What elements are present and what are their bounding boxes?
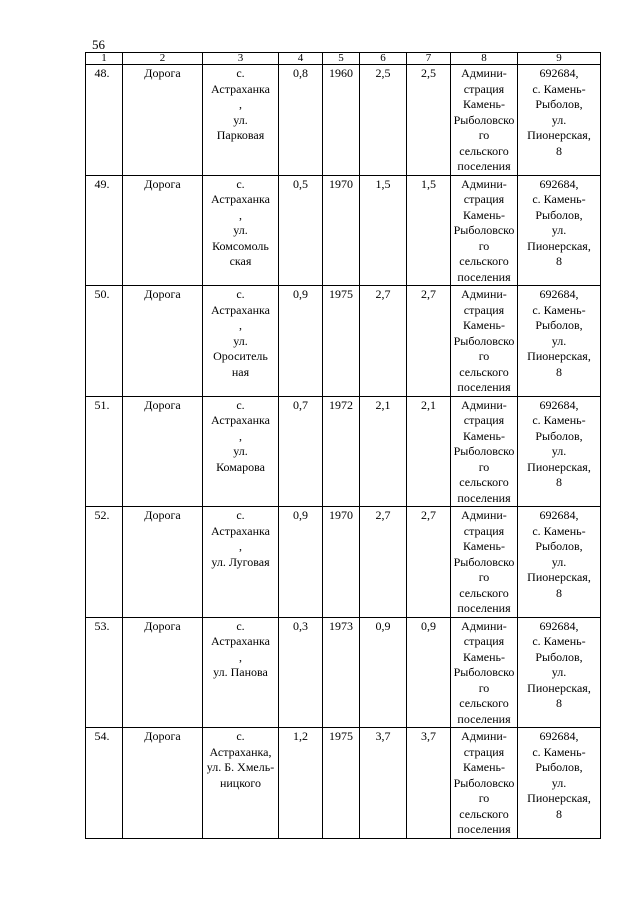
column-6-cell: 2,1 bbox=[360, 396, 407, 507]
column-header: 6 bbox=[360, 53, 407, 65]
row-number-cell: 49. bbox=[86, 175, 123, 286]
table-row bbox=[86, 175, 601, 286]
owner-address-cell: 692684, с. Камень- Рыболов, ул. Пионерская, 8 bbox=[518, 175, 601, 286]
year-cell: 1970 bbox=[323, 507, 360, 618]
owner-address-cell: 692684, с. Камень- Рыболов, ул. Пионерская, 8 bbox=[518, 728, 601, 839]
length-cell: 0,9 bbox=[279, 286, 323, 397]
column-header: 5 bbox=[323, 53, 360, 65]
column-6-cell: 3,7 bbox=[360, 728, 407, 839]
column-7-cell: 2,7 bbox=[407, 286, 451, 397]
row-number-cell: 51. bbox=[86, 396, 123, 507]
object-type-cell: Дорога bbox=[123, 286, 203, 397]
object-type-cell: Дорога bbox=[123, 728, 203, 839]
year-cell: 1973 bbox=[323, 617, 360, 728]
column-header: 1 bbox=[86, 53, 123, 65]
column-header: 2 bbox=[123, 53, 203, 65]
year-cell: 1960 bbox=[323, 65, 360, 176]
table-row bbox=[86, 617, 601, 728]
column-6-cell: 2,7 bbox=[360, 507, 407, 618]
column-header: 4 bbox=[279, 53, 323, 65]
owner-cell: Админи- страция Камень- Рыболовско го сельского поселения bbox=[451, 396, 518, 507]
table-row bbox=[86, 65, 601, 176]
column-7-cell: 2,5 bbox=[407, 65, 451, 176]
column-6-cell: 0,9 bbox=[360, 617, 407, 728]
column-header: 3 bbox=[203, 53, 279, 65]
length-cell: 1,2 bbox=[279, 728, 323, 839]
row-number-cell: 48. bbox=[86, 65, 123, 176]
owner-cell: Админи- страция Камень- Рыболовско го сельского поселения bbox=[451, 728, 518, 839]
year-cell: 1970 bbox=[323, 175, 360, 286]
address-cell: с. Астраханка , ул. Ороситель ная bbox=[203, 286, 279, 397]
column-7-cell: 1,5 bbox=[407, 175, 451, 286]
length-cell: 0,3 bbox=[279, 617, 323, 728]
address-cell: с. Астраханка , ул. Луговая bbox=[203, 507, 279, 618]
owner-address-cell: 692684, с. Камень- Рыболов, ул. Пионерская, 8 bbox=[518, 65, 601, 176]
address-cell: с. Астраханка , ул. Парковая bbox=[203, 65, 279, 176]
year-cell: 1972 bbox=[323, 396, 360, 507]
column-header: 7 bbox=[407, 53, 451, 65]
owner-cell: Админи- страция Камень- Рыболовско го сельского поселения bbox=[451, 286, 518, 397]
column-7-cell: 3,7 bbox=[407, 728, 451, 839]
column-7-cell: 2,1 bbox=[407, 396, 451, 507]
address-cell: с. Астраханка , ул. Комсомоль ская bbox=[203, 175, 279, 286]
row-number-cell: 54. bbox=[86, 728, 123, 839]
address-cell: с. Астраханка , ул. Комарова bbox=[203, 396, 279, 507]
owner-cell: Админи- страция Камень- Рыболовско го сельского поселения bbox=[451, 507, 518, 618]
owner-cell: Админи- страция Камень- Рыболовско го сельского поселения bbox=[451, 175, 518, 286]
table-row bbox=[86, 728, 601, 839]
column-6-cell: 1,5 bbox=[360, 175, 407, 286]
owner-address-cell: 692684, с. Камень- Рыболов, ул. Пионерская, 8 bbox=[518, 617, 601, 728]
owner-address-cell: 692684, с. Камень- Рыболов, ул. Пионерская, 8 bbox=[518, 396, 601, 507]
table-row bbox=[86, 286, 601, 397]
owner-address-cell: 692684, с. Камень- Рыболов, ул. Пионерская, 8 bbox=[518, 507, 601, 618]
owner-address-cell: 692684, с. Камень- Рыболов, ул. Пионерская, 8 bbox=[518, 286, 601, 397]
table-row bbox=[86, 507, 601, 618]
object-type-cell: Дорога bbox=[123, 65, 203, 176]
year-cell: 1975 bbox=[323, 728, 360, 839]
length-cell: 0,5 bbox=[279, 175, 323, 286]
table-header-row bbox=[86, 53, 601, 65]
column-6-cell: 2,7 bbox=[360, 286, 407, 397]
table-row bbox=[86, 396, 601, 507]
column-6-cell: 2,5 bbox=[360, 65, 407, 176]
address-cell: с. Астраханка , ул. Панова bbox=[203, 617, 279, 728]
column-7-cell: 2,7 bbox=[407, 507, 451, 618]
column-header: 9 bbox=[518, 53, 601, 65]
page-number: 56 bbox=[92, 37, 105, 52]
row-number-cell: 50. bbox=[86, 286, 123, 397]
length-cell: 0,9 bbox=[279, 507, 323, 618]
year-cell: 1975 bbox=[323, 286, 360, 397]
row-number-cell: 52. bbox=[86, 507, 123, 618]
owner-cell: Админи- страция Камень- Рыболовско го сельского поселения bbox=[451, 65, 518, 176]
object-type-cell: Дорога bbox=[123, 175, 203, 286]
object-type-cell: Дорога bbox=[123, 396, 203, 507]
address-cell: с. Астраханка, ул. Б. Хмель- ницкого bbox=[203, 728, 279, 839]
owner-cell: Админи- страция Камень- Рыболовско го сельского поселения bbox=[451, 617, 518, 728]
length-cell: 0,8 bbox=[279, 65, 323, 176]
row-number-cell: 53. bbox=[86, 617, 123, 728]
column-7-cell: 0,9 bbox=[407, 617, 451, 728]
column-header: 8 bbox=[451, 53, 518, 65]
object-type-cell: Дорога bbox=[123, 507, 203, 618]
length-cell: 0,7 bbox=[279, 396, 323, 507]
object-type-cell: Дорога bbox=[123, 617, 203, 728]
registry-table bbox=[85, 52, 601, 839]
